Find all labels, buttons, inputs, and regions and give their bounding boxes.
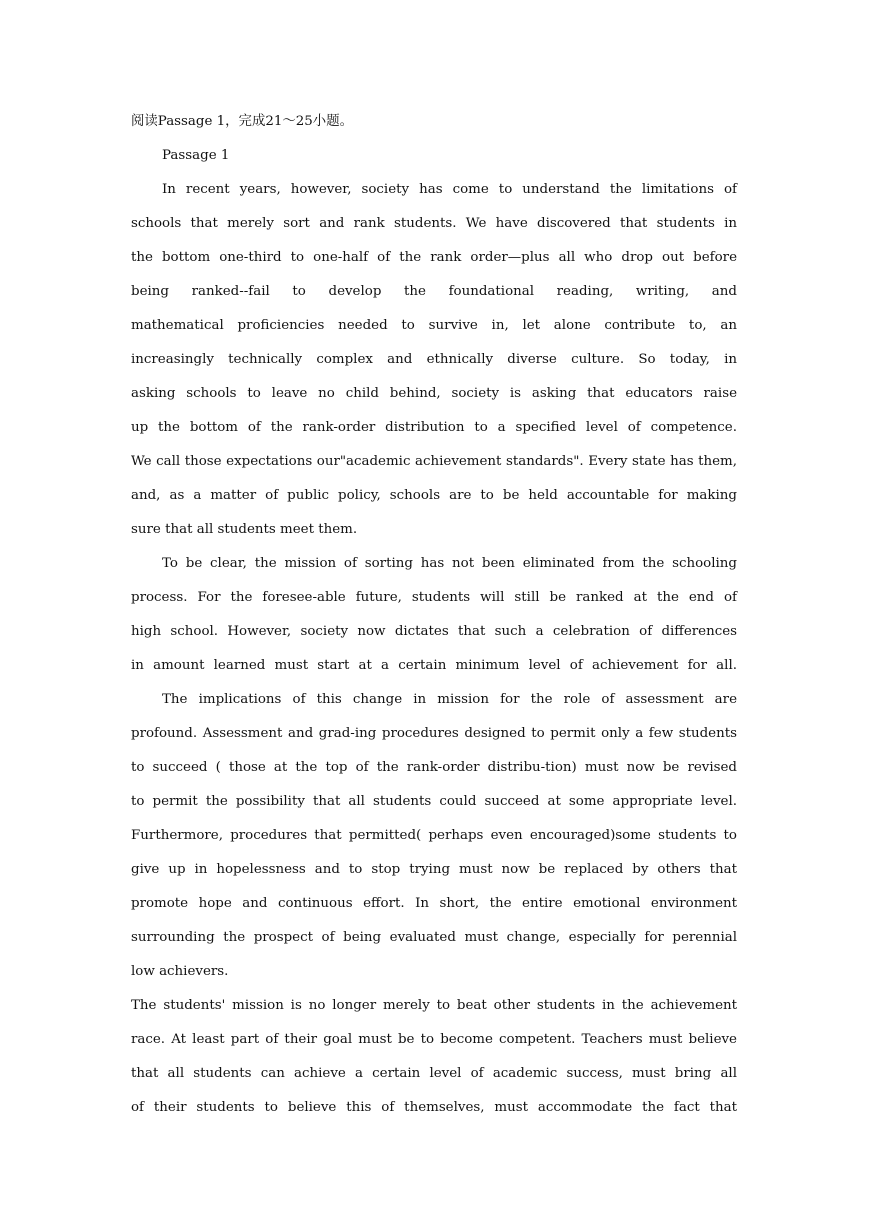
passage-text-block — [131, 105, 737, 1125]
passage-line: sure that all students meet them. — [131, 522, 358, 537]
passage-line: We call those expectations our"academic achievement standards". Every state has them, — [131, 454, 737, 469]
passage-line: up the bottom of the rank-order distribution to a specified level of competence. — [131, 420, 737, 435]
reading-instruction: 阅读Passage 1，完成21～25小题。 — [131, 114, 353, 129]
passage-line: asking schools to leave no child behind, society is asking that educators raise — [131, 386, 737, 401]
passage-line: that all students can achieve a certain level of academic success, must bring all — [131, 1066, 737, 1081]
passage-line: low achievers. — [131, 964, 229, 979]
passage-line: The implications of this change in mission for the role of assessment are — [162, 692, 737, 707]
passage-line: process. For the foresee-able future, students will still be ranked at the end of — [131, 590, 737, 605]
passage-line: To be clear, the mission of sorting has not been eliminated from the schooling — [162, 556, 737, 571]
passage-line: to succeed ( those at the top of the rank-order distribu-tion) must now be revised — [131, 760, 737, 775]
passage-line: promote hope and continuous effort. In short, the entire emotional environment — [131, 896, 737, 911]
passage-line: In recent years, however, society has come to understand the limitations of — [162, 182, 737, 197]
passage-line: and, as a matter of public policy, schools are to be held accountable for making — [131, 488, 737, 503]
passage-line: high school. However, society now dictates that such a celebration of differences — [131, 624, 737, 639]
passage-line: increasingly technically complex and ethnically diverse culture. So today, in — [131, 352, 737, 367]
passage-line: give up in hopelessness and to stop trying must now be replaced by others that — [131, 862, 737, 877]
passage-line: Furthermore, procedures that permitted( perhaps even encouraged)some students to — [131, 828, 737, 843]
passage-line: to permit the possibility that all students could succeed at some appropriate level. — [131, 794, 737, 809]
passage-line: race. At least part of their goal must be to become competent. Teachers must believe — [131, 1032, 737, 1047]
passage-line: the bottom one-third to one-half of the rank order—plus all who drop out before — [131, 250, 737, 265]
passage-title: Passage 1 — [162, 148, 230, 163]
passage-line: The students' mission is no longer merely to beat other students in the achievement — [131, 998, 737, 1013]
passage-line: in amount learned must start at a certain minimum level of achievement for all. — [131, 658, 737, 673]
passage-line: profound. Assessment and grad-ing procedures designed to permit only a few students — [131, 726, 737, 741]
passage-line: schools that merely sort and rank students. We have discovered that students in — [131, 216, 737, 231]
passage-line: mathematical proficiencies needed to survive in, let alone contribute to, an — [131, 318, 737, 333]
passage-line: surrounding the prospect of being evaluated must change, especially for perennial — [131, 930, 737, 945]
passage-line: being ranked--fail to develop the foundational reading, writing, and — [131, 284, 737, 299]
passage-line: of their students to believe this of themselves, must accommodate the fact that — [131, 1100, 737, 1115]
passage-body — [131, 173, 737, 1125]
